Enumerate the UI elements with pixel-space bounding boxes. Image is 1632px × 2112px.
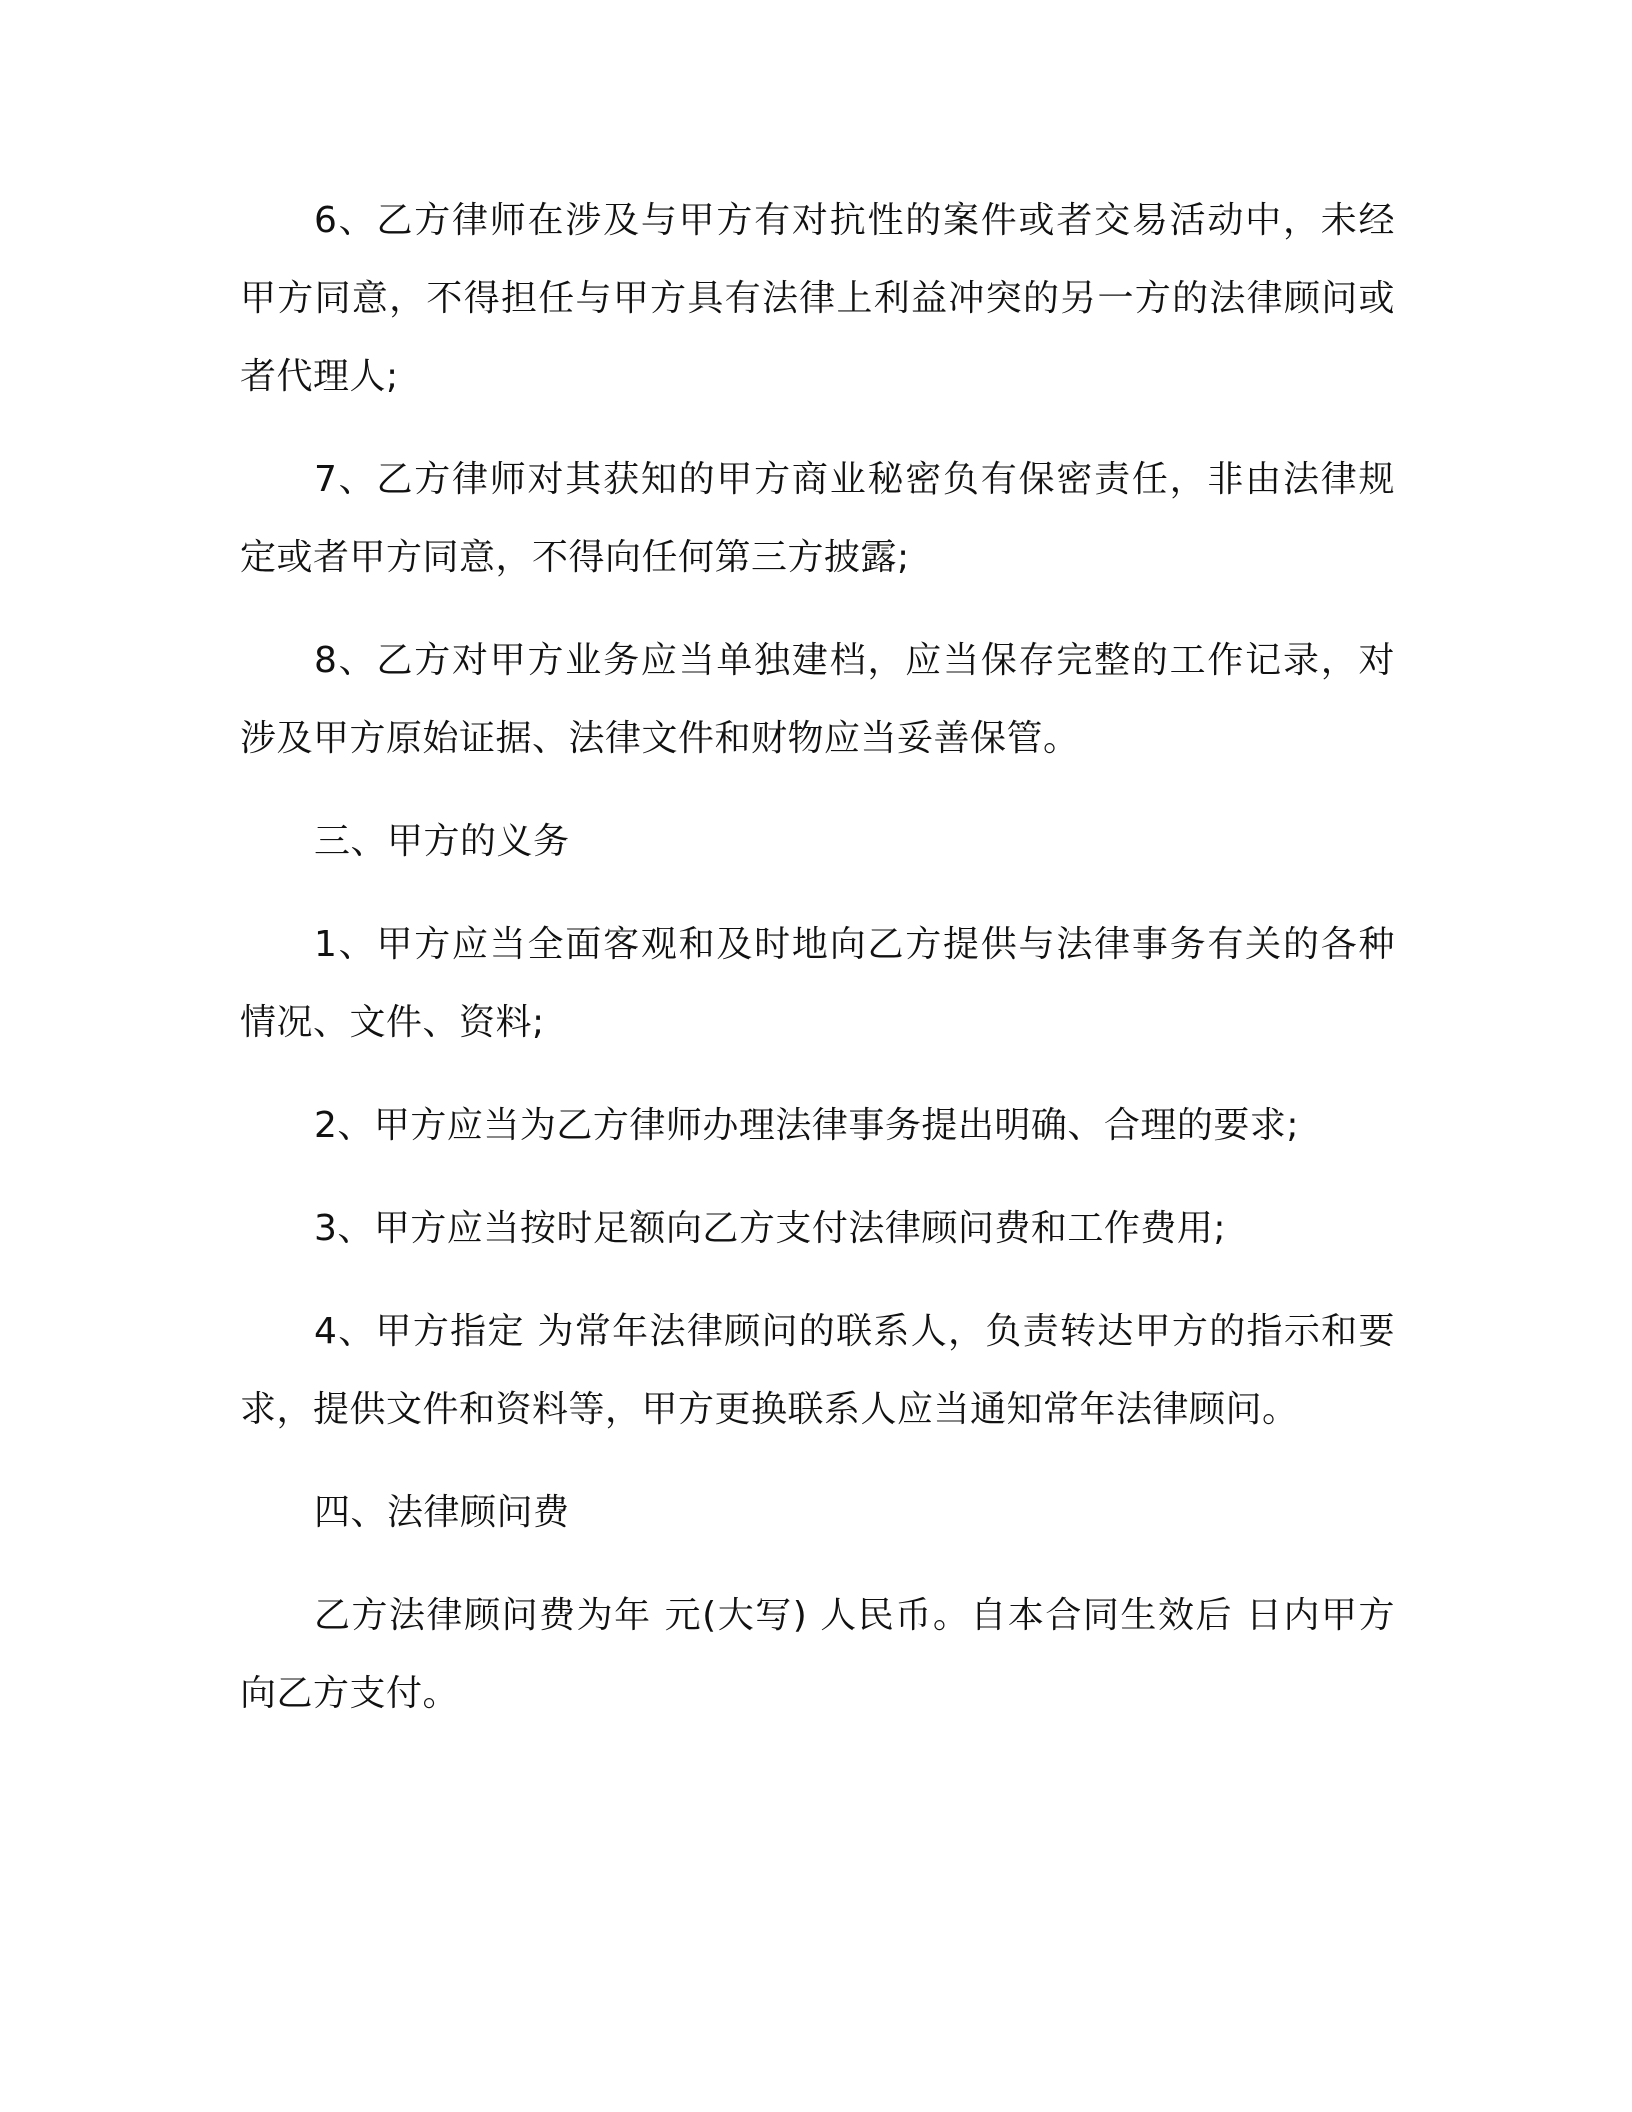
obligation-4-contact-person: 4、甲方指定 为常年法律顾问的联系人，负责转达甲方的指示和要求，提供文件和资料等，甲方更换联系人应当通知常年法律顾问。 xyxy=(240,1311,1395,1430)
clause-7-confidentiality: 7、乙方律师对其获知的甲方商业秘密负有保密责任，非由法律规定或者甲方同意，不得向任何第三方披露; xyxy=(240,459,1395,578)
obligation-3-payment: 3、甲方应当按时足额向乙方支付法律顾问费和工作费用; xyxy=(314,1208,1227,1249)
section-heading-legal-fee: 四、法律顾问费 xyxy=(314,1492,570,1533)
obligation-1-provide-info: 1、甲方应当全面客观和及时地向乙方提供与法律事务有关的各种情况、文件、资料; xyxy=(240,924,1395,1043)
clause-8-record-keeping: 8、乙方对甲方业务应当单独建档，应当保存完整的工作记录，对涉及甲方原始证据、法律文件和财物应当妥善保管。 xyxy=(240,640,1395,759)
clause-6-lawyer-conflict: 6、乙方律师在涉及与甲方有对抗性的案件或者交易活动中，未经甲方同意，不得担任与甲方具有法律上利益冲突的另一方的法律顾问或者代理人; xyxy=(240,200,1395,397)
legal-fee-clause: 乙方法律顾问费为年 元(大写) 人民币。自本合同生效后 日内甲方向乙方支付。 xyxy=(240,1595,1395,1714)
section-heading-party-a-obligations: 三、甲方的义务 xyxy=(314,821,570,862)
obligation-2-clear-requirements: 2、甲方应当为乙方律师办理法律事务提出明确、合理的要求; xyxy=(314,1105,1300,1146)
document-body xyxy=(240,182,1395,1758)
